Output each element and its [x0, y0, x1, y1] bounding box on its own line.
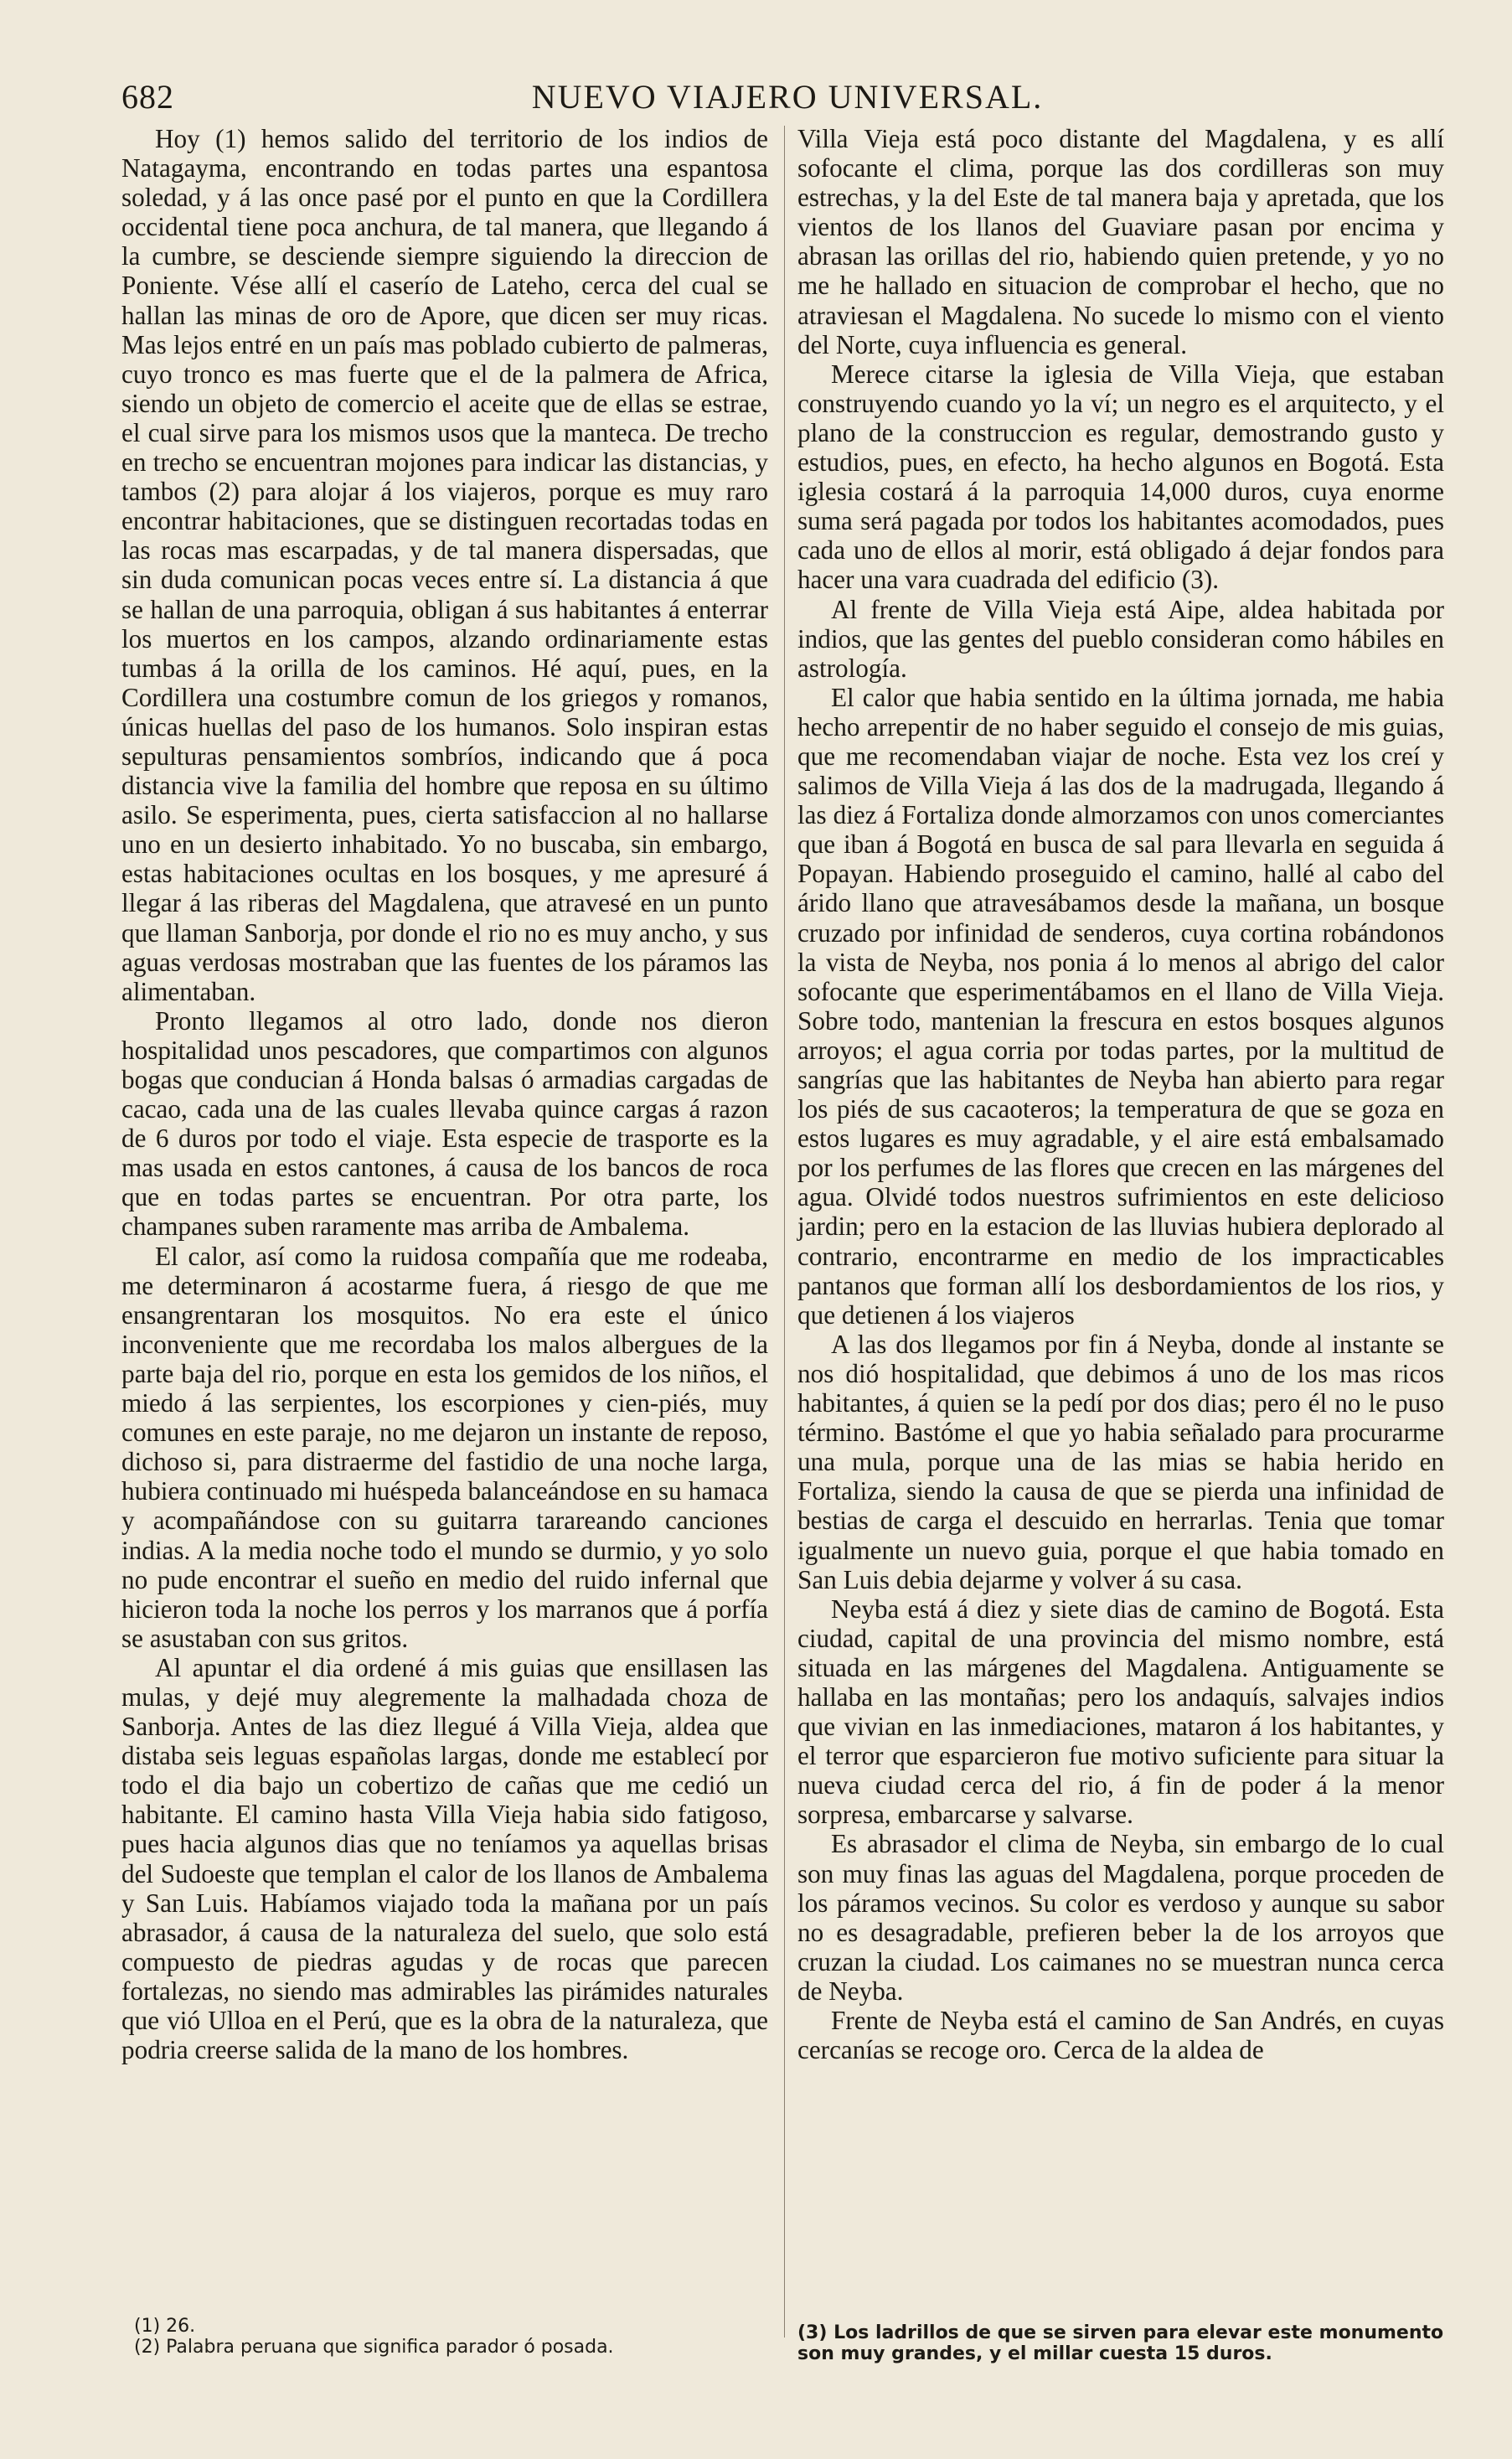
footnote-1: (1) 26.	[134, 2316, 196, 2337]
right-column	[797, 124, 1444, 2064]
paragraph-hoy-salido: Hoy (1) hemos salido del territorio de los indios de Natagayma, encontrando en todas partes una espantosa soledad, y á las once pasé por el punto en que la Cordillera occidental tiene poca anchura, de tal manera, que llegando á la cumbre, se desciende siempre siguiendo la direccion de Poniente. Vése allí el caserío de Lateho, cerca del cual se hallan las minas de oro de Apore, que dicen ser muy ricas. Mas lejos entré en un país mas poblado cubierto de palmeras, cuyo tronco es mas fuerte que el de la palmera de Africa, siendo un objeto de comercio el aceite que de ellas se estrae, el cual sirve para los mismos usos que la manteca. De trecho en trecho se encuentran mojones para indicar las distancias, y tambos (2) para alojar á los viajeros, porque es muy raro encontrar habitaciones, que se distinguen recortadas todas en las rocas mas escarpadas, y de tal manera dispersadas, que sin duda comunican pocas veces entre sí. La distancia á que se hallan de una parroquia, obligan á sus habitantes á enterrar los muertos en los campos, alzando ordinariamente estas tumbas á la orilla de los caminos. Hé aquí, pues, en la Cordillera una costumbre comun de los griegos y romanos, únicas huellas del paso de los humanos. Solo inspiran estas sepulturas pensamientos sombríos, indicando que á poca distancia vive la familia del hombre que reposa en su último asilo. Se esperimenta, pues, cierta satisfaccion al no hallarse uno en un desierto inhabitado. Yo no buscaba, sin embargo, estas habitaciones ocultas en los bosques, y me apresuré á llegar á las riberas del Magdalena, que atravesé en un punto que llaman Sanborja, por donde el rio no es muy ancho, y sus aguas verdosas mostraban que las fuentes de los páramos las alimentaban.	[121, 124, 768, 1006]
footnote-3: (3) Los ladrillos de que se sirven para elevar este monumento son muy grandes, y el millar cuesta 15 duros.	[797, 2322, 1444, 2364]
paragraph-pronto-llegamos: Pronto llegamos al otro lado, donde nos dieron hospitalidad unos pescadores, que compartimos con algunos bogas que conducian á Honda balsas ó armadias cargadas de cacao, cada una de las cuales llevaba quince cargas á razon de 6 duros por todo el viaje. Esta especie de trasporte es la mas usada en estos cantones, á causa de los bancos de roca que en todas partes se encuentran. Por otra parte, los champanes suben raramente mas arriba de Ambalema.	[121, 1005, 768, 1242]
paragraph-villa-vieja-clima: Villa Vieja está poco distante del Magdalena, y es allí sofocante el clima, porque las dos cordilleras son muy estrechas, y la del Este de tal manera baja y apretada, que los vientos de los llanos del Guaviare pasan por encima y abrasan las orillas del rio, habiendo quien pretende, y yo no me he hallado en situacion de comprobar el hecho, que no atraviesan el Magdalena. No sucede lo mismo con el viento del Norte, cuya influencia es general.	[797, 124, 1444, 359]
paragraph-frente-neyba: Frente de Neyba está el camino de San Andrés, en cuyas cercanías se recoge oro. Cerca de la aldea de	[797, 2006, 1444, 2065]
running-title: NUEVO VIAJERO UNIVERSAL.	[531, 78, 1044, 116]
paragraph-aipe: Al frente de Villa Vieja está Aipe, aldea habitada por indios, que las gentes del pueblo consideran como hábiles en astrología.	[797, 594, 1444, 683]
paragraph-neyba-bogota: Neyba está á diez y siete dias de camino de Bogotá. Esta ciudad, capital de una provincia del mismo nombre, está situada en las márgenes del Magdalena. Antiguamente se hallaba en las montañas; pero los andaquís, salvajes indios que vivian en las inmediaciones, mataron á los habitantes, y el terror que esparcieron fue motivo suficiente para situar la nueva ciudad cerca del rio, á fin de poder á la menor sorpresa, embarcarse y salvarse.	[797, 1594, 1444, 1830]
paragraph-al-apuntar: Al apuntar el dia ordené á mis guias que ensillasen las mulas, y dejé muy alegremente la malhadada choza de Sanborja. Antes de las diez llegué á Villa Vieja, aldea que distaba seis leguas españolas largas, donde me establecí por todo el dia bajo un cobertizo de cañas que me cedió un habitante. El camino hasta Villa Vieja habia sido fatigoso, pues hacia algunos dias que no teníamos ya aquellas brisas del Sudoeste que templan el calor de los llanos de Ambalema y San Luis. Habíamos viajado toda la mañana por un país abrasador, á causa de la naturaleza del suelo, que solo está compuesto de piedras agudas y de rocas que parecen fortalezas, no siendo mas admirables las pirámides naturales que vió Ulloa en el Perú, que es la obra de la naturaleza, que podria creerse salida de la mano de los hombres.	[121, 1652, 768, 2065]
column-divider	[784, 126, 785, 2338]
page-number: 682	[121, 78, 174, 116]
paragraph-el-calor-jornada: El calor que habia sentido en la última jornada, me habia hecho arrepentir de no haber seguido el consejo de mis guias, que me recomendaban viajar de noche. Esta vez los creí y salimos de Villa Vieja á las dos de la madrugada, llegando á las diez á Fortaliza donde almorzamos con unos comerciantes que iban á Bogotá en busca de sal para llevarla en seguida á Popayan. Habiendo proseguido el camino, hallé al cabo del árido llano que atravesábamos desde la mañana, un bosque cruzado por infinidad de senderos, cuya cortina robándonos la vista de Neyba, nos ponia á lo menos al abrigo del calor sofocante que esperimentábamos en el llano de Villa Vieja. Sobre todo, mantenian la frescura en estos bosques algunos arroyos; el agua corria por todas partes, por la multitud de sangrías que las habitantes de Neyba han abierto para regar los piés de sus cacaoteros; la temperatura de que se goza en estos lugares es muy agradable, y el aire está embalsamado por los perfumes de las flores que crecen en las márgenes del agua. Olvidé todos nuestros sufrimientos en este delicioso jardin; pero en la estacion de las lluvias hubiera deplorado al contrario, encontrarme en medio de los impracticables pantanos que forman allí los desbordamientos de los rios, y que detienen á los viajeros	[797, 682, 1444, 1330]
paragraph-iglesia: Merece citarse la iglesia de Villa Vieja, que estaban construyendo cuando yo la ví; un negro es el arquitecto, y el plano de la construccion es regular, demostrando gusto y estudios, pues, en efecto, ha hecho algunos en Bogotá. Esta iglesia costará á la parroquia 14,000 duros, cuya enorme suma será pagada por todos los habitantes acomodados, pues cada uno de ellos al morir, está obligado á dejar fondos para hacer una vara cuadrada del edificio (3).	[797, 359, 1444, 595]
footnotes-right	[797, 2322, 1444, 2364]
paragraph-clima-neyba: Es abrasador el clima de Neyba, sin embargo de lo cual son muy finas las aguas del Magdalena, porque proceden de los páramos vecinos. Su color es verdoso y aunque su sabor no es desagradable, prefieren beber la de los arroyos que cruzan la ciudad. Los caimanes no se muestran nunca cerca de Neyba.	[797, 1829, 1444, 2006]
footnotes-left	[134, 2316, 781, 2358]
paragraph-llegamos-neyba: A las dos llegamos por fin á Neyba, donde al instante se nos dió hospitalidad, que debimos á uno de los mas ricos habitantes, á quien se la pedí por dos dias; pero él no le puso término. Bastóme el que yo habia señalado para procurarme una mula, porque una de las mias se habia herido en Fortaliza, siendo la causa de que se pierda una infinidad de bestias de carga el descuido en herrarlas. Tenia que tomar igualmente un nuevo guia, porque el que habia tomado en San Luis debia dejarme y volver á su casa.	[797, 1329, 1444, 1594]
footnote-2: (2) Palabra peruana que significa parador ó posada.	[134, 2337, 614, 2358]
left-column	[121, 124, 768, 2064]
paragraph-el-calor-ruidosa: El calor, así como la ruidosa compañía que me rodeaba, me determinaron á acostarme fuera, á riesgo de que me ensangrentaran los mosquitos. No era este el único inconveniente que me recordaba los malos albergues de la parte baja del rio, porque en esta los gemidos de los niños, el miedo á las serpientes, los escorpiones y cien-piés, muy comunes en este paraje, no me dejaron un instante de reposo, dichoso si, para distraerme del fastidio de una noche larga, hubiera continuado mi huéspeda balanceándose en su hamaca y acompañándose con su guitarra tarareando canciones indias. A la media noche todo el mundo se durmio, y yo solo no pude encontrar el sueño en medio del ruido infernal que hicieron toda la noche los perros y los marranos que á porfía se asustaban con sus gritos.	[121, 1241, 768, 1653]
page-header	[121, 77, 1453, 127]
